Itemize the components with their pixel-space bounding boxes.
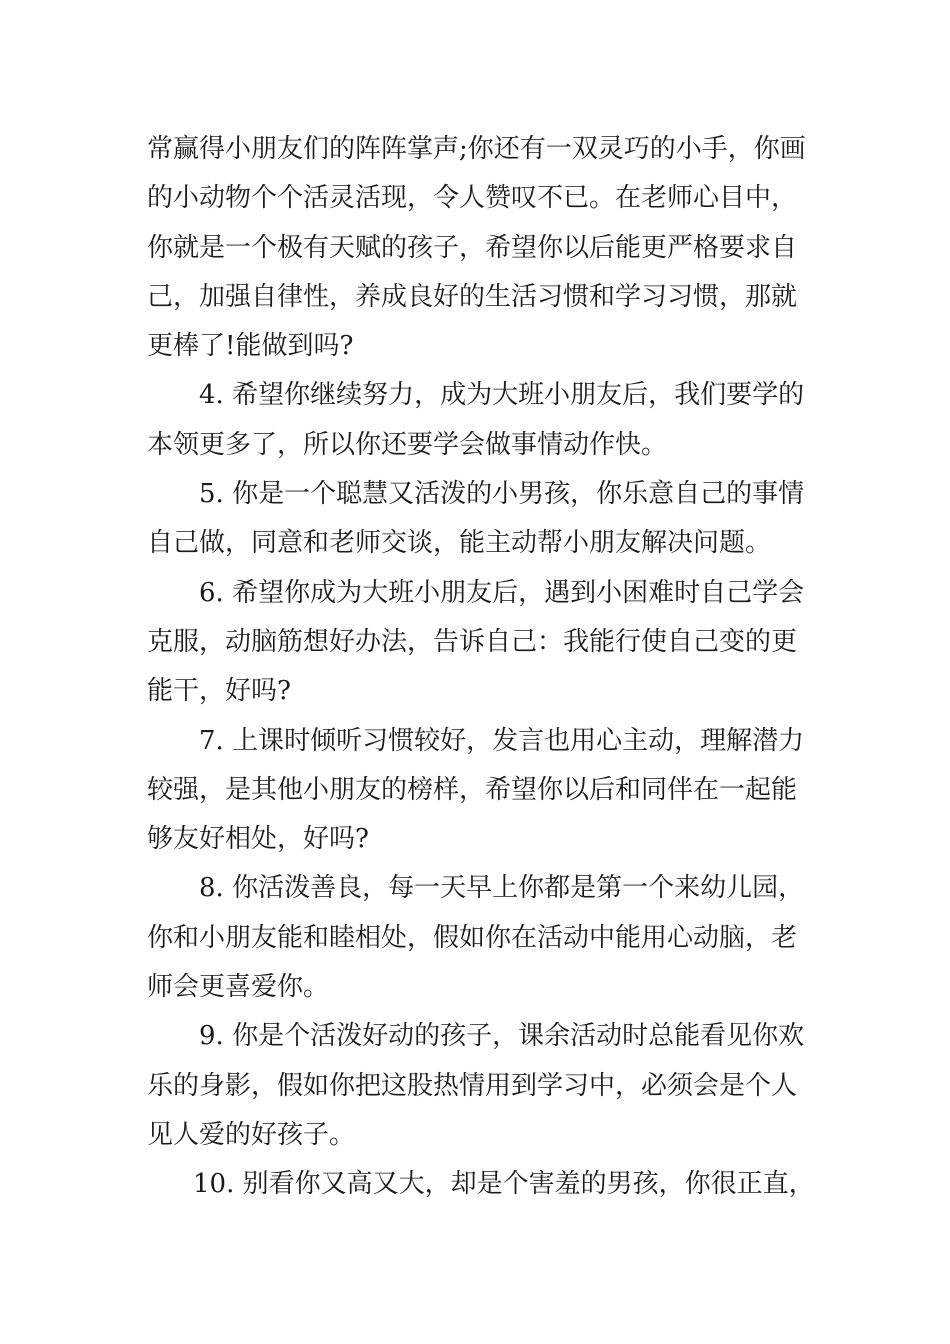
text-line: 够友好相处，好吗? [147,824,369,855]
text-line: 己，加强自律性，养成良好的生活习惯和学习习惯，那就 [147,281,798,312]
list-item-6-start: 6. 希望你成为大班小朋友后，遇到小困难时自己学会 [199,577,805,608]
list-item-10-start: 10. 别看你又高又大，却是个害羞的男孩，你很正直， [193,1169,815,1200]
text-line: 能干，好吗? [147,676,291,707]
text-line: 乐的身影，假如你把这股热情用到学习中，必须会是个人 [147,1070,798,1101]
text-line: 更棒了!能做到吗? [147,331,354,362]
text-line: 常赢得小朋友们的阵阵掌声;你还有一双灵巧的小手，你画 [147,134,806,164]
text-line: 本领更多了，所以你还要学会做事情动作快。 [147,429,668,460]
text-line: 见人爱的好孩子。 [147,1119,356,1150]
text-line: 的小动物个个活灵活现，令人赞叹不已。在老师心目中， [147,183,798,214]
text-line: 师会更喜爱你。 [147,972,330,1003]
list-item-7-start: 7. 上课时倾听习惯较好，发言也用心主动，理解潜力 [199,725,805,756]
list-item-8-start: 8. 你活泼善良，每一天早上你都是第一个来幼儿园， [199,873,805,904]
body-text [147,125,837,1210]
text-line: 较强，是其他小朋友的榜样，希望你以后和同伴在一起能 [147,774,798,805]
text-line: 你和小朋友能和睦相处，假如你在活动中能用心动脑，老 [147,922,798,953]
list-item-5-start: 5. 你是一个聪慧又活泼的小男孩，你乐意自己的事情 [199,479,805,510]
list-item-4-start: 4. 希望你继续努力，成为大班小朋友后，我们要学的 [199,380,805,411]
text-line: 自己做，同意和老师交谈，能主动帮小朋友解决问题。 [147,528,772,559]
text-line: 克服，动脑筋想好办法，告诉自己：我能行使自己变的更 [147,626,798,657]
text-line: 你就是一个极有天赋的孩子，希望你以后能更严格要求自 [147,232,798,263]
list-item-9-start: 9. 你是个活泼好动的孩子，课余活动时总能看见你欢 [199,1021,805,1052]
